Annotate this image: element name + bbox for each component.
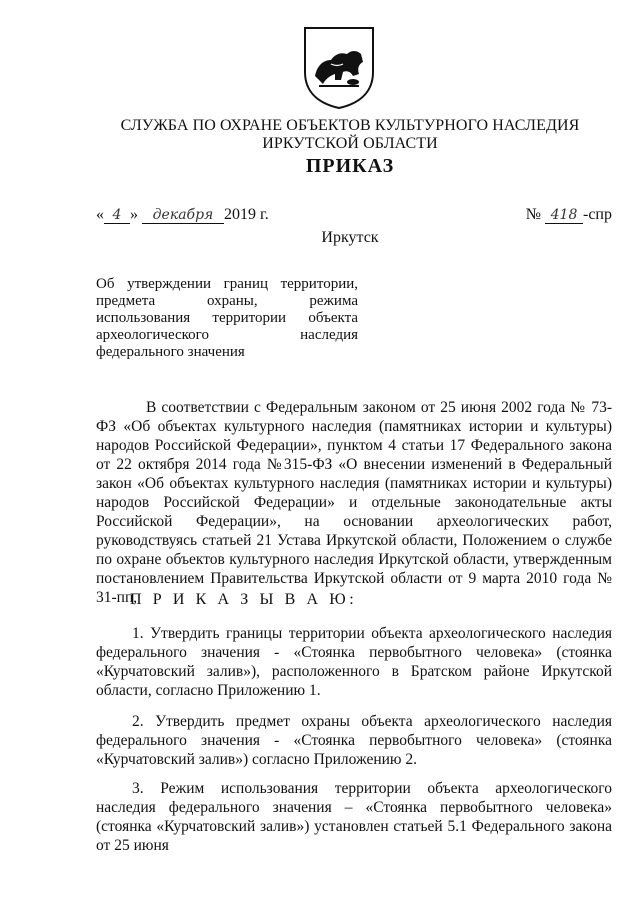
date-month: декабря [142,208,224,224]
number-suffix: -спр [583,206,612,223]
organization-name-line-1: СЛУЖБА ПО ОХРАНЕ ОБЪЕКТОВ КУЛЬТУРНОГО НАСЛЕДИЯ [120,117,580,134]
coat-of-arms-icon [301,24,377,110]
subject-line: федерального значения [96,344,245,360]
document-date [96,206,269,224]
subject-line: использования территории объекта [96,310,358,326]
preamble-paragraph: В соответствии с Федеральным законом от 25 июня 2002 года № 73-ФЗ «Об объектах культурного наследия (памятниках истории и культуры) народов Российской Федерации», пунктом 4 статьи 17 Федерального закона от 22 октября 2014 года №315-ФЗ «О внесении изменений в Федеральный закон «Об объектах культурного наследия (памятниках истории и культуры) народов Российской Федерации» и отдельные законодательные акты Российской Федерации», на основании археологических работ, руководствуясь статьей 21 Устава Иркутской области, Положением о службе по охране объектов культурного наследия Иркутской области, утвержденным постановлением Правительства Иркутской области от 9 марта 2010 года № 31-пп, [96,399,612,606]
number-prefix: № [525,206,541,223]
date-year: 2019 г. [224,206,269,223]
date-open-quote: « [96,206,104,223]
order-item-1: 1. Утвердить границы территории объекта археологического наследия федерального значения - «Стоянка первобытного человека» (стоянка «Курчатовский залив»), расположенного в Братском районе Иркутской области, согласно Приложению 1. [96,625,612,699]
order-item-2: 2. Утвердить предмет охраны объекта археологического наследия федерального значения - «Стоянка первобытного человека» (стоянка «Курчатовский залив») согласно Приложению 2. [96,713,612,768]
order-item-3: 3. Режим использования территории объекта археологического наследия федерального значения – «Стоянка первобытного человека» (стоянка «Курчатовский залив») установлен статьей 5.1 Федерального закона от 25 июня [96,780,612,854]
organization-name-line-2: ИРКУТСКОЙ ОБЛАСТИ [262,135,438,152]
subject-line: Об утверждении границ территории, [96,276,358,292]
document-subject [96,276,358,361]
document-number [526,206,612,224]
number-value: 418 [545,208,583,224]
order-word: П Р И К А З Ы В А Ю: [130,591,358,608]
date-day: 4 [104,208,130,224]
document-type-title: ПРИКАЗ [305,155,395,177]
city-name: Иркутск [321,229,379,246]
subject-line: археологического наследия [96,327,358,343]
date-close-quote: » [130,206,138,223]
subject-line: предмета охраны, режима [96,293,358,309]
